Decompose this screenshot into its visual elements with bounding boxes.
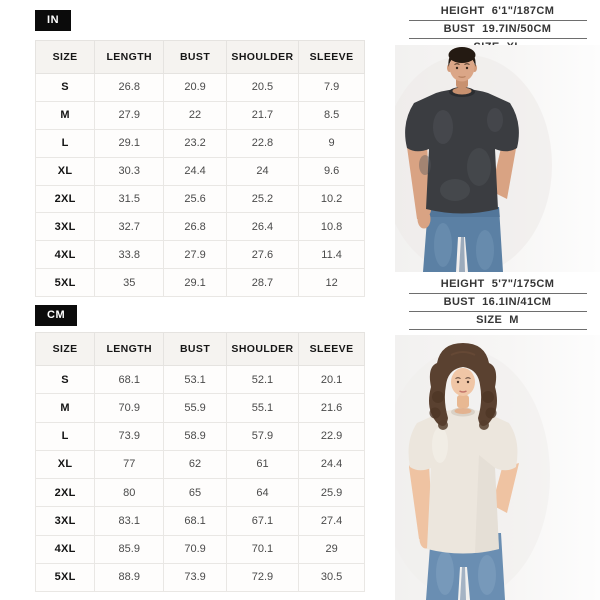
measurement-cell: 22.8 <box>226 129 298 157</box>
measurement-cell: 65 <box>164 479 227 507</box>
measurement-cell: 30.3 <box>95 157 164 185</box>
measurement-cell: 26.8 <box>164 213 227 241</box>
measurement-cell: 8.5 <box>299 101 365 129</box>
column-header: BUST <box>164 333 227 366</box>
table-row <box>36 422 365 450</box>
unit-badge-in: IN <box>35 10 71 31</box>
column-header: SIZE <box>36 333 95 366</box>
spec-line-height <box>409 3 587 21</box>
measurement-cell: 77 <box>95 450 164 478</box>
measurement-cell: 7.9 <box>299 74 365 102</box>
table-row <box>36 157 365 185</box>
table-row <box>36 241 365 269</box>
column-header: SIZE <box>36 41 95 74</box>
column-header: SLEEVE <box>299 333 365 366</box>
measurement-cell: 62 <box>164 450 227 478</box>
measurement-cell: 12 <box>299 269 365 297</box>
measurement-cell: 83.1 <box>95 507 164 535</box>
measurement-cell: 27.9 <box>164 241 227 269</box>
spec-value: 16.1IN/41CM <box>482 296 552 308</box>
measurement-cell: 70.9 <box>164 535 227 563</box>
measurement-cell: 20.5 <box>226 74 298 102</box>
measurement-cell: 29.1 <box>95 129 164 157</box>
male-model-photo <box>395 45 600 272</box>
measurement-cell: 85.9 <box>95 535 164 563</box>
measurement-cell: 58.9 <box>164 422 227 450</box>
measurement-cell: 68.1 <box>95 366 164 394</box>
measurement-cell: 88.9 <box>95 563 164 591</box>
measurement-cell: 25.2 <box>226 185 298 213</box>
column-header: SHOULDER <box>226 41 298 74</box>
measurement-cell: 70.1 <box>226 535 298 563</box>
measurement-cell: 61 <box>226 450 298 478</box>
size-cell: 2XL <box>36 185 95 213</box>
table-row <box>36 74 365 102</box>
measurement-cell: 11.4 <box>299 241 365 269</box>
female-model-photo <box>395 335 600 600</box>
measurement-cell: 80 <box>95 479 164 507</box>
column-header: LENGTH <box>95 333 164 366</box>
spec-label: BUST <box>443 296 476 308</box>
measurement-cell: 24 <box>226 157 298 185</box>
column-header: SLEEVE <box>299 41 365 74</box>
measurement-cell: 30.5 <box>299 563 365 591</box>
table-body-cm <box>36 366 365 592</box>
measurement-cell: 64 <box>226 479 298 507</box>
measurement-cell: 52.1 <box>226 366 298 394</box>
size-cell: 5XL <box>36 269 95 297</box>
measurement-cell: 57.9 <box>226 422 298 450</box>
table-header-cm <box>36 333 365 366</box>
size-table-inches <box>35 40 365 297</box>
size-cell: XL <box>36 157 95 185</box>
male-model-illustration <box>395 45 600 272</box>
size-cell: 4XL <box>36 535 95 563</box>
measurement-cell: 27.6 <box>226 241 298 269</box>
spec-label: SIZE <box>476 314 503 326</box>
measurement-cell: 70.9 <box>95 394 164 422</box>
size-cell: 3XL <box>36 507 95 535</box>
spec-value: 19.7IN/50CM <box>482 23 552 35</box>
measurement-cell: 67.1 <box>226 507 298 535</box>
measurement-cell: 22.9 <box>299 422 365 450</box>
size-cell: L <box>36 422 95 450</box>
measurement-cell: 55.1 <box>226 394 298 422</box>
measurement-cell: 22 <box>164 101 227 129</box>
measurement-cell: 25.9 <box>299 479 365 507</box>
measurement-cell: 73.9 <box>95 422 164 450</box>
measurement-cell: 27.4 <box>299 507 365 535</box>
measurement-cell: 10.8 <box>299 213 365 241</box>
size-cell: L <box>36 129 95 157</box>
spec-line-size <box>409 312 587 330</box>
measurement-cell: 26.8 <box>95 74 164 102</box>
spec-line-height <box>409 276 587 294</box>
size-cell: M <box>36 394 95 422</box>
size-cell: M <box>36 101 95 129</box>
measurement-cell: 9 <box>299 129 365 157</box>
spec-value: M <box>509 314 519 326</box>
table-row <box>36 101 365 129</box>
table-row <box>36 366 365 394</box>
table-row <box>36 213 365 241</box>
table-row <box>36 269 365 297</box>
spec-label: BUST <box>443 23 476 35</box>
measurement-cell: 32.7 <box>95 213 164 241</box>
table-header-in <box>36 41 365 74</box>
measurement-cell: 10.2 <box>299 185 365 213</box>
measurement-cell: 53.1 <box>164 366 227 394</box>
spec-value: 6'1"/187CM <box>491 5 555 17</box>
measurement-cell: 26.4 <box>226 213 298 241</box>
spec-label: HEIGHT <box>440 5 485 17</box>
measurement-cell: 28.7 <box>226 269 298 297</box>
measurement-cell: 21.7 <box>226 101 298 129</box>
table-body-in <box>36 74 365 297</box>
measurement-cell: 68.1 <box>164 507 227 535</box>
measurement-cell: 21.6 <box>299 394 365 422</box>
measurement-cell: 73.9 <box>164 563 227 591</box>
measurement-cell: 9.6 <box>299 157 365 185</box>
size-cell: 4XL <box>36 241 95 269</box>
table-row <box>36 129 365 157</box>
unit-badge-cm: CM <box>35 305 77 326</box>
table-row <box>36 563 365 591</box>
measurement-cell: 33.8 <box>95 241 164 269</box>
header-row <box>36 41 365 74</box>
measurement-cell: 24.4 <box>299 450 365 478</box>
measurement-cell: 20.1 <box>299 366 365 394</box>
measurement-cell: 29 <box>299 535 365 563</box>
size-cell: S <box>36 74 95 102</box>
measurement-cell: 72.9 <box>226 563 298 591</box>
table-row <box>36 507 365 535</box>
female-model-illustration <box>395 335 600 600</box>
measurement-cell: 23.2 <box>164 129 227 157</box>
measurement-cell: 25.6 <box>164 185 227 213</box>
measurement-cell: 20.9 <box>164 74 227 102</box>
table-row <box>36 394 365 422</box>
table-row <box>36 479 365 507</box>
female-model-specs <box>395 276 600 330</box>
spec-label: HEIGHT <box>440 278 485 290</box>
size-cell: 2XL <box>36 479 95 507</box>
table-row <box>36 185 365 213</box>
measurement-cell: 55.9 <box>164 394 227 422</box>
measurement-cell: 24.4 <box>164 157 227 185</box>
header-row <box>36 333 365 366</box>
spec-line-bust <box>409 294 587 312</box>
measurement-cell: 29.1 <box>164 269 227 297</box>
spec-value: 5'7"/175CM <box>491 278 555 290</box>
column-header: SHOULDER <box>226 333 298 366</box>
column-header: BUST <box>164 41 227 74</box>
size-cell: 3XL <box>36 213 95 241</box>
table-row <box>36 535 365 563</box>
measurement-cell: 31.5 <box>95 185 164 213</box>
column-header: LENGTH <box>95 41 164 74</box>
size-cell: 5XL <box>36 563 95 591</box>
measurement-cell: 27.9 <box>95 101 164 129</box>
spec-line-bust <box>409 21 587 39</box>
measurement-cell: 35 <box>95 269 164 297</box>
table-row <box>36 450 365 478</box>
size-table-centimeters <box>35 332 365 592</box>
size-cell: S <box>36 366 95 394</box>
size-cell: XL <box>36 450 95 478</box>
